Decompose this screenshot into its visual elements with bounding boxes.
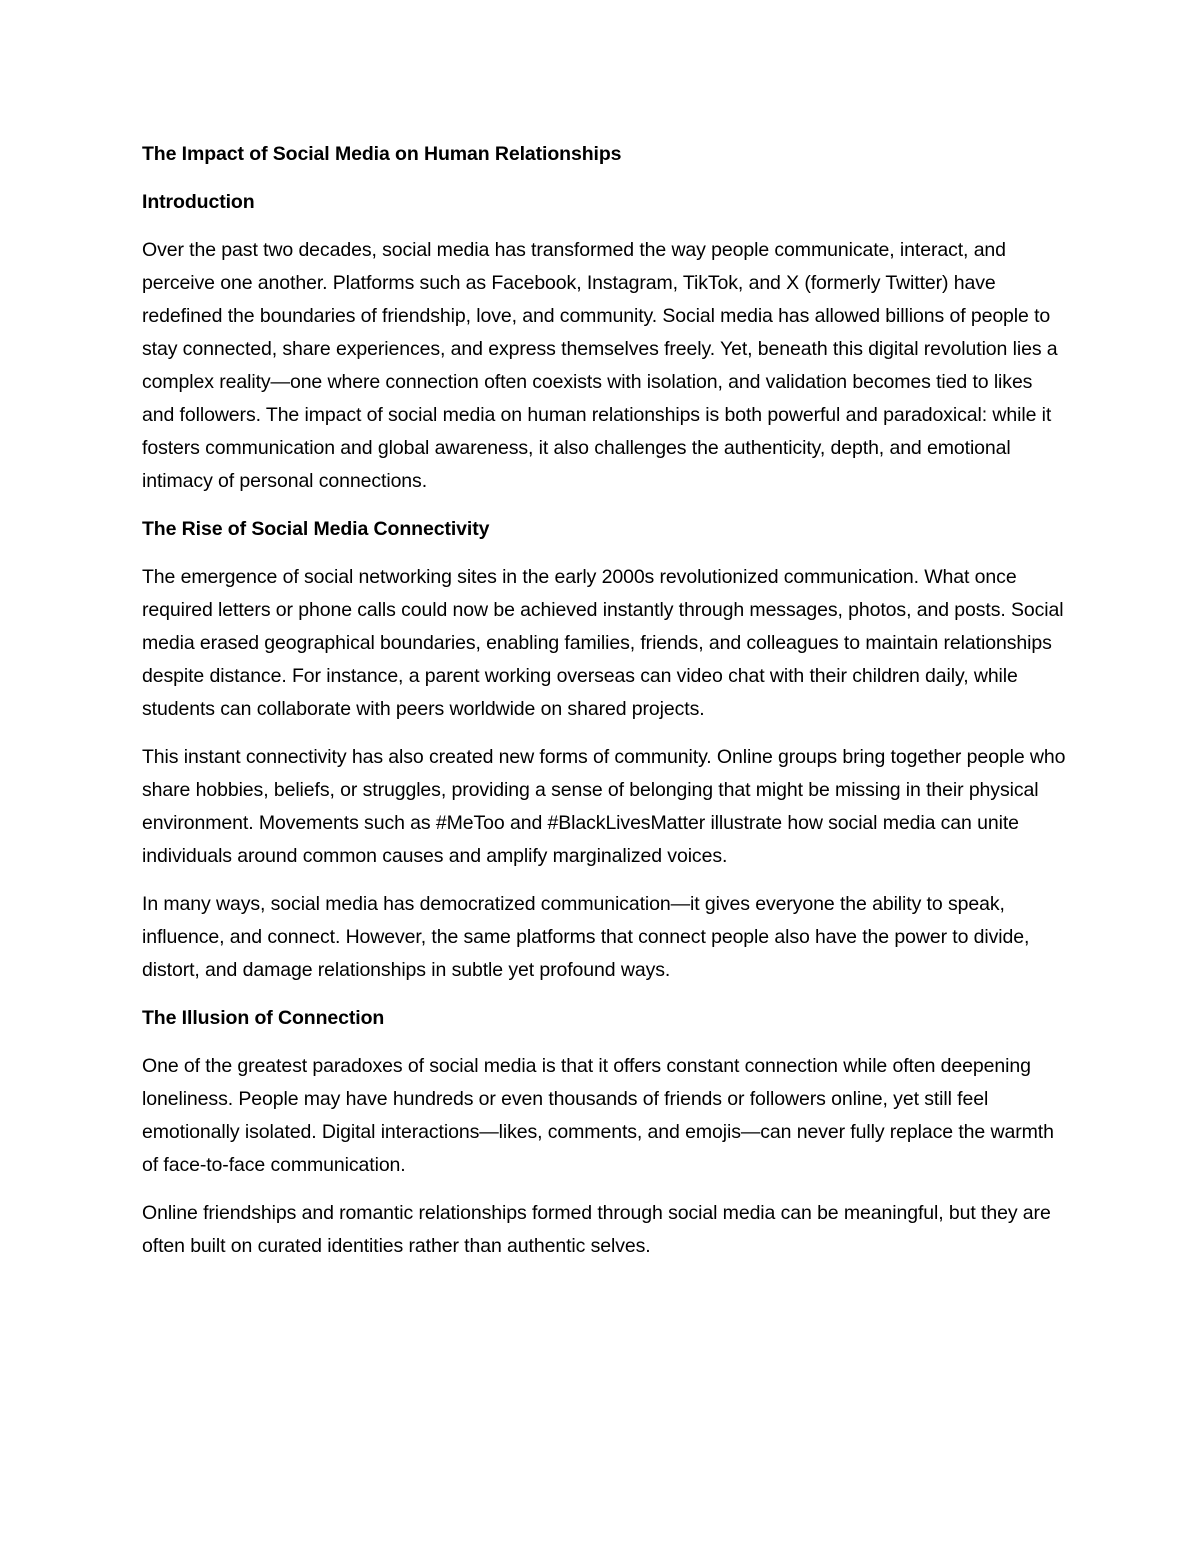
paragraph: Over the past two decades, social media has transformed the way people communicate, interact, and perceive one another. Platforms such as Facebook, Instagram, TikTok, and X (formerly Twitter) have redefined the boundaries of friendship, love, and community. Social media has allowed billions of people to stay connected, share experiences, and express themselves freely. Yet, beneath this digital revolution lies a complex reality—one where connection often coexists with isolation, and validation becomes tied to likes and followers. The impact of social media on human relationships is both powerful and paradoxical: while it fosters communication and global awareness, it also challenges the authenticity, depth, and emotional intimacy of personal connections. — [142, 239, 1058, 492]
paragraph: This instant connectivity has also created new forms of community. Online groups bring together people who share hobbies, beliefs, or struggles, providing a sense of belonging that might be missing in their physical environment. Movements such as #MeToo and #BlackLivesMatter illustrate how social media can unite individuals around common causes and amplify marginalized voices. — [142, 746, 1066, 867]
section-heading-introduction: Introduction — [142, 191, 255, 213]
section-heading-illusion: The Illusion of Connection — [142, 1007, 385, 1029]
paragraph: Online friendships and romantic relationships formed through social media can be meaningful, but they are often built on curated identities rather than authentic selves. — [142, 1202, 1051, 1257]
paragraph: One of the greatest paradoxes of social media is that it offers constant connection while often deepening loneliness. People may have hundreds or even thousands of friends or followers online, yet still feel emotionally isolated. Digital interactions—likes, comments, and emojis—can never fully replace the warmth of face-to-face communication. — [142, 1055, 1054, 1176]
document-page — [142, 138, 1067, 1278]
paragraph: The emergence of social networking sites in the early 2000s revolutionized communication. What once required letters or phone calls could now be achieved instantly through messages, photos, and posts. Social media erased geographical boundaries, enabling families, friends, and colleagues to maintain relationships despite distance. For instance, a parent working overseas can video chat with their children daily, while students can collaborate with peers worldwide on shared projects. — [142, 566, 1064, 720]
section-heading-rise: The Rise of Social Media Connectivity — [142, 518, 490, 540]
document-title: The Impact of Social Media on Human Relationships — [142, 143, 622, 165]
paragraph: In many ways, social media has democratized communication—it gives everyone the ability to speak, influence, and connect. However, the same platforms that connect people also have the power to divide, distort, and damage relationships in subtle yet profound ways. — [142, 893, 1030, 981]
